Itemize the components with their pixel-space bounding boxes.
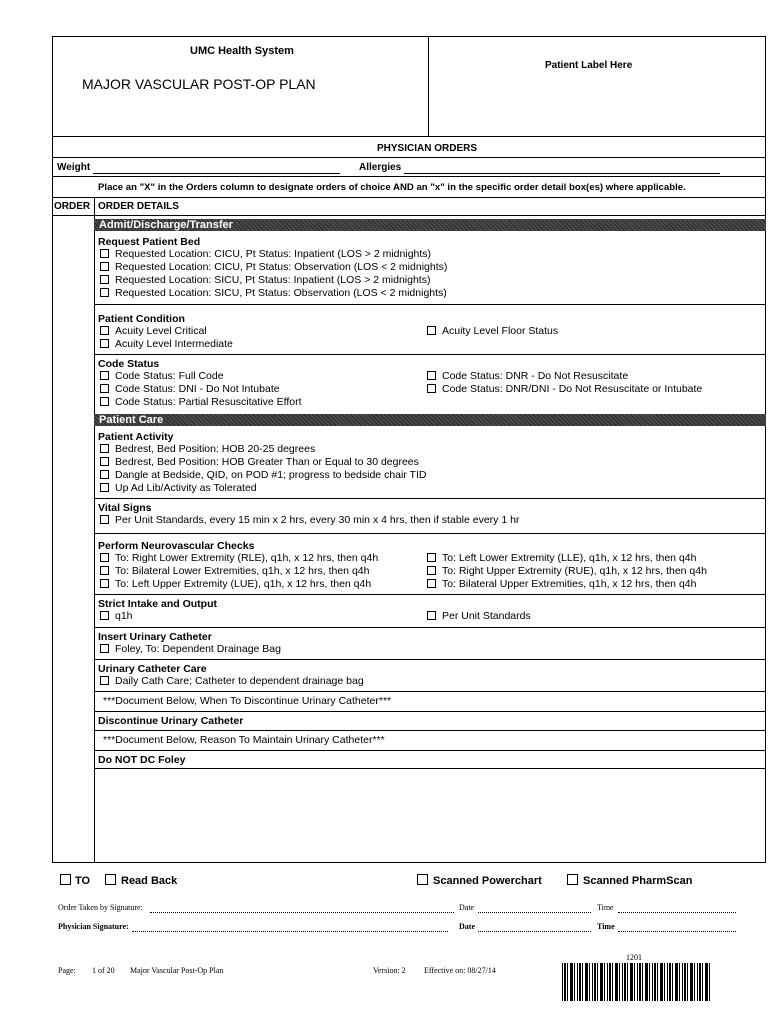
order-column-header: ORDER	[54, 201, 91, 212]
checkbox[interactable]	[100, 339, 109, 348]
maintain-note: ***Document Below, Reason To Maintain Urinary Catheter***	[103, 734, 385, 746]
order-taken-time-field[interactable]	[618, 912, 736, 913]
catheter-care-heading: Urinary Catheter Care	[98, 663, 207, 675]
allergies-label: Allergies	[359, 162, 402, 173]
order-column-divider	[94, 197, 95, 863]
row-divider	[94, 594, 766, 595]
patient-care-band	[94, 414, 766, 426]
checkbox[interactable]	[100, 249, 109, 258]
option-label: Acuity Level Critical	[115, 325, 207, 337]
checkbox[interactable]	[100, 483, 109, 492]
row-divider	[94, 711, 766, 712]
checkbox[interactable]	[100, 470, 109, 479]
patient-label-area[interactable]: Patient Label Here	[545, 60, 633, 71]
row-divider	[94, 304, 766, 305]
date-label: Date	[459, 903, 475, 912]
option-label: To: Left Upper Extremity (LUE), q1h, x 12 hrs, then q4h	[115, 578, 372, 590]
checkbox[interactable]	[567, 874, 578, 885]
checkbox[interactable]	[427, 579, 436, 588]
activity-option[interactable]	[100, 443, 315, 456]
request-bed-heading: Request Patient Bed	[98, 236, 201, 248]
activity-option[interactable]	[100, 456, 419, 469]
health-system-name: UMC Health System	[190, 45, 294, 57]
order-taken-signature-field[interactable]	[150, 912, 454, 913]
code-status-heading: Code Status	[98, 358, 160, 370]
option-label: Requested Location: CICU, Pt Status: Inpatient (LOS > 2 midnights)	[115, 248, 432, 260]
row-divider	[94, 730, 766, 731]
row-divider	[94, 659, 766, 660]
option-label: Code Status: Partial Resuscitative Effort	[115, 396, 302, 408]
instruction-row-line	[52, 197, 766, 198]
neuro-option[interactable]	[100, 578, 371, 591]
neuro-option[interactable]	[427, 578, 696, 591]
page-label: Page:	[58, 966, 76, 975]
checkbox[interactable]	[100, 553, 109, 562]
option-label: Scanned Powerchart	[433, 875, 542, 887]
intake-output-heading: Strict Intake and Output	[98, 598, 218, 610]
vital-signs-option[interactable]	[100, 514, 519, 527]
request-bed-option[interactable]	[100, 248, 431, 261]
option-label: Scanned PharmScan	[583, 875, 693, 887]
admit-discharge-band	[94, 219, 766, 231]
physician-date-field[interactable]	[478, 931, 591, 932]
option-label: To: Left Lower Extremity (LLE), q1h, x 12 hrs, then q4h	[442, 552, 697, 564]
patient-care-band-label: Patient Care	[99, 414, 164, 426]
activity-option[interactable]	[100, 469, 426, 482]
discontinue-catheter-heading: Discontinue Urinary Catheter	[98, 715, 244, 727]
date-label: Date	[459, 922, 475, 931]
option-label: Acuity Level Floor Status	[442, 325, 559, 337]
insert-catheter-heading: Insert Urinary Catheter	[98, 631, 212, 643]
allergies-field[interactable]	[404, 173, 720, 174]
barcode-image	[562, 963, 712, 1001]
neuro-option[interactable]	[100, 565, 369, 578]
condition-option[interactable]	[100, 338, 233, 351]
order-details-column-header: ORDER DETAILS	[98, 201, 179, 212]
scanned-powerchart-option[interactable]	[417, 874, 542, 888]
activity-option[interactable]	[100, 482, 257, 495]
option-label: Bedrest, Bed Position: HOB Greater Than or Equal to 30 degrees	[115, 456, 419, 468]
condition-option[interactable]	[427, 325, 558, 338]
row-divider	[94, 768, 766, 769]
checkbox[interactable]	[427, 326, 436, 335]
checkbox[interactable]	[100, 397, 109, 406]
row-divider	[94, 533, 766, 534]
neuro-option[interactable]	[100, 552, 378, 565]
orders-title-line	[52, 157, 766, 158]
checkbox[interactable]	[427, 384, 436, 393]
weight-field[interactable]	[93, 173, 340, 174]
document-name: Major Vascular Post-Op Plan	[130, 966, 224, 975]
checkbox[interactable]	[100, 644, 109, 653]
checkbox[interactable]	[100, 611, 109, 620]
admit-band-label: Admit/Discharge/Transfer	[99, 219, 233, 231]
weight-row-line	[52, 176, 766, 177]
scanned-pharmscan-option[interactable]	[567, 874, 692, 888]
option-label: Foley, To: Dependent Drainage Bag	[115, 643, 281, 655]
checkbox[interactable]	[427, 611, 436, 620]
patient-condition-heading: Patient Condition	[98, 313, 185, 325]
row-divider	[94, 627, 766, 628]
option-label: Per Unit Standards, every 15 min x 2 hrs, every 30 min x 4 hrs, then if stable every 1 hr	[115, 514, 520, 526]
request-bed-option[interactable]	[100, 274, 430, 287]
code-status-option[interactable]	[427, 370, 628, 383]
option-label: Acuity Level Intermediate	[115, 338, 233, 350]
physician-signature-label: Physician Signature:	[58, 922, 129, 931]
code-status-option[interactable]	[100, 370, 224, 383]
weight-label: Weight	[57, 162, 91, 173]
form-title: MAJOR VASCULAR POST-OP PLAN	[82, 76, 316, 92]
option-label: To: Bilateral Upper Extremities, q1h, x 12 hrs, then q4h	[442, 578, 697, 590]
checkbox[interactable]	[417, 874, 428, 885]
code-status-option[interactable]	[100, 396, 302, 409]
version-text: Version: 2	[373, 966, 406, 975]
option-label: Dangle at Bedside, QID, on POD #1; progress to bedside chair TID	[115, 469, 427, 481]
discontinue-note: ***Document Below, When To Discontinue Urinary Catheter***	[103, 695, 392, 707]
option-label: TO	[75, 875, 91, 887]
intake-option[interactable]	[427, 610, 531, 623]
checkbox[interactable]	[100, 262, 109, 271]
option-label: Requested Location: CICU, Pt Status: Observation (LOS < 2 midnights)	[115, 261, 448, 273]
request-bed-option[interactable]	[100, 261, 447, 274]
option-label: q1h	[115, 610, 133, 622]
code-status-option[interactable]	[427, 383, 702, 396]
to-checkbox-option[interactable]	[60, 874, 90, 888]
checkbox[interactable]	[100, 515, 109, 524]
do-not-dc-foley-heading: Do NOT DC Foley	[98, 754, 186, 766]
condition-option[interactable]	[100, 325, 207, 338]
neuro-option[interactable]	[427, 552, 696, 565]
patient-activity-heading: Patient Activity	[98, 431, 174, 443]
checkbox[interactable]	[60, 874, 71, 885]
physician-signature-field[interactable]	[132, 931, 448, 932]
effective-date: Effective on: 08/27/14	[424, 966, 496, 975]
instruction-text: Place an "X" in the Orders column to designate orders of choice AND an "x" in the specific order detail box(es) where applicable.	[98, 182, 686, 193]
option-label: Code Status: Full Code	[115, 370, 224, 382]
column-header-line	[52, 215, 766, 216]
physician-time-field[interactable]	[618, 931, 736, 932]
neurovascular-heading: Perform Neurovascular Checks	[98, 540, 255, 552]
intake-option[interactable]	[100, 610, 133, 623]
checkbox[interactable]	[100, 676, 109, 685]
option-label: Per Unit Standards	[442, 610, 531, 622]
checkbox[interactable]	[105, 874, 116, 885]
option-label: Requested Location: SICU, Pt Status: Observation (LOS < 2 midnights)	[115, 287, 447, 299]
neuro-option[interactable]	[427, 565, 707, 578]
header-bottom-line	[52, 136, 766, 137]
checkbox[interactable]	[100, 371, 109, 380]
option-label: Up Ad Lib/Activity as Tolerated	[115, 482, 257, 494]
physician-orders-title: PHYSICIAN ORDERS	[377, 143, 478, 154]
option-label: Code Status: DNI - Do Not Intubate	[115, 383, 280, 395]
option-label: Requested Location: SICU, Pt Status: Inpatient (LOS > 2 midnights)	[115, 274, 431, 286]
checkbox[interactable]	[427, 566, 436, 575]
time-label: Time	[597, 903, 614, 912]
code-status-option[interactable]	[100, 383, 280, 396]
option-label: Read Back	[121, 875, 178, 887]
checkbox[interactable]	[427, 553, 436, 562]
checkbox[interactable]	[100, 457, 109, 466]
checkbox[interactable]	[100, 579, 109, 588]
option-label: To: Right Lower Extremity (RLE), q1h, x 12 hrs, then q4h	[115, 552, 379, 564]
page-number: 1 of 20	[92, 966, 115, 975]
row-divider	[94, 354, 766, 355]
row-divider	[94, 750, 766, 751]
checkbox[interactable]	[100, 384, 109, 393]
row-divider	[94, 498, 766, 499]
option-label: Bedrest, Bed Position: HOB 20-25 degrees	[115, 443, 316, 455]
time-label: Time	[597, 922, 615, 931]
checkbox[interactable]	[100, 275, 109, 284]
option-label: To: Bilateral Lower Extremities, q1h, x 12 hrs, then q4h	[115, 565, 370, 577]
option-label: Code Status: DNR - Do Not Resuscitate	[442, 370, 629, 382]
read-back-option[interactable]	[105, 874, 177, 888]
row-divider	[94, 691, 766, 692]
checkbox[interactable]	[100, 444, 109, 453]
checkbox[interactable]	[100, 326, 109, 335]
catheter-care-option[interactable]	[100, 675, 364, 688]
checkbox[interactable]	[100, 566, 109, 575]
catheter-option[interactable]	[100, 643, 281, 656]
option-label: To: Right Upper Extremity (RUE), q1h, x 12 hrs, then q4h	[442, 565, 707, 577]
form-number: 1201	[626, 953, 642, 962]
vital-signs-heading: Vital Signs	[98, 502, 152, 514]
option-label: Daily Cath Care; Catheter to dependent drainage bag	[115, 675, 364, 687]
checkbox[interactable]	[100, 288, 109, 297]
order-taken-label: Order Taken by Signature:	[58, 903, 143, 912]
option-label: Code Status: DNR/DNI - Do Not Resuscitate or Intubate	[442, 383, 703, 395]
order-taken-date-field[interactable]	[478, 912, 591, 913]
header-divider	[428, 36, 429, 136]
request-bed-option[interactable]	[100, 287, 447, 300]
checkbox[interactable]	[427, 371, 436, 380]
